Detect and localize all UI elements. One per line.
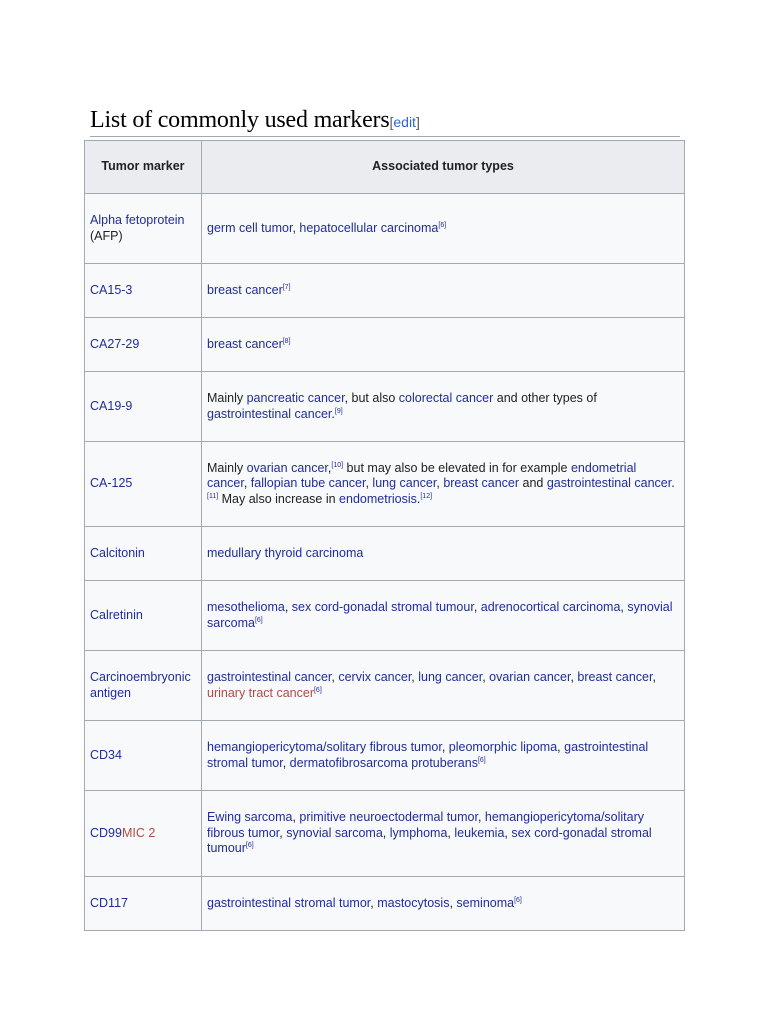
wiki-link[interactable]: CD117 [90,895,128,910]
wiki-link[interactable]: seminoma [456,895,515,910]
tumor-types-cell [202,651,685,721]
column-header-types: Associated tumor types [202,141,685,194]
wiki-link[interactable]: ovarian cancer [246,460,328,475]
wiki-link[interactable]: endometrial cancer [207,460,637,491]
cell-text: , [292,220,300,235]
cell-text: , [652,670,656,684]
citation-ref[interactable]: [6] [514,896,522,904]
wiki-link[interactable]: synovial sarcoma [207,600,673,630]
wiki-link[interactable]: lung cancer [372,476,437,491]
wiki-link[interactable]: CA-125 [90,476,133,491]
marker-cell [85,264,202,318]
wiki-link[interactable]: dermatofibrosarcoma protuberans [289,755,478,770]
cell-text: and other types of [493,391,597,405]
edit-link[interactable]: edit [393,114,416,130]
citation-ref[interactable]: [6] [438,221,447,229]
table-row [85,877,685,931]
cell-text: , [284,600,292,614]
wiki-link[interactable]: Alpha fetoprotein [90,213,185,227]
cell-text: , [449,895,457,910]
cell-text: Mainly [207,391,247,405]
citation-ref[interactable]: [8] [282,337,291,345]
cell-text: , [441,740,449,754]
table-row [85,651,685,721]
table-row [85,318,685,372]
cell-text: , [477,810,485,825]
cell-text: , [243,476,251,491]
table-row [85,721,685,791]
marker-cell [85,372,202,442]
cell-text: , [436,476,444,491]
column-header-marker: Tumor marker [85,141,202,194]
wiki-link[interactable]: gastrointestinal stromal tumor [207,740,649,770]
cell-text: , [292,810,300,825]
section-title: List of commonly used markers [90,107,390,133]
table-row [85,791,685,877]
cell-text: . [671,476,675,491]
wiki-link[interactable]: gastrointestinal cancer [207,670,332,684]
wiki-link[interactable]: hepatocellular carcinoma [299,220,439,235]
cell-text: , [482,670,490,684]
wiki-link[interactable]: mesothelioma [207,600,285,614]
wiki-link[interactable]: Ewing sarcoma [207,810,293,825]
wiki-link[interactable]: germ cell tumor [207,220,293,235]
cell-text: , [370,895,378,910]
tumor-types-cell [202,442,685,527]
wiki-link[interactable]: gastrointestinal stromal tumor [207,895,371,910]
wiki-link[interactable]: sex cord-gonadal stromal tumour [207,825,652,856]
wiki-link[interactable]: breast cancer [207,282,283,297]
cell-text: , but also [344,391,399,405]
wiki-link[interactable]: sex cord-gonadal stromal tumour [291,600,474,614]
marker-cell [85,581,202,651]
wiki-link[interactable]: leukemia [454,825,505,840]
cell-text: , [411,670,419,684]
wiki-link[interactable]: lung cancer [418,670,483,684]
table-row [85,264,685,318]
cell-text: and [519,476,547,491]
tumor-types-cell [202,264,685,318]
tumor-types-cell [202,877,685,931]
wiki-link[interactable]: CD99 [90,825,122,840]
citation-ref[interactable]: [6] [313,686,322,694]
cell-text: . [416,491,421,506]
wiki-link[interactable]: CD34 [90,747,122,762]
wiki-link[interactable]: CA27-29 [90,336,140,351]
cell-text: (AFP) [90,228,123,243]
cell-text: , [279,825,287,840]
cell-text: but may also be elevated in for example [343,460,571,475]
wiki-link[interactable]: Carcinoembryonic antigen [90,670,191,700]
marker-cell [85,791,202,877]
cell-text: , [473,600,481,614]
wiki-link[interactable]: breast cancer [207,336,283,351]
citation-ref[interactable]: [6] [254,616,263,624]
wiki-link[interactable]: gastrointestinal cancer [207,406,332,421]
marker-cell [85,194,202,264]
wiki-link[interactable]: gastrointestinal cancer [546,476,672,491]
wiki-link[interactable]: CA15-3 [90,282,133,297]
tumor-types-cell [202,318,685,372]
wiki-link[interactable]: synovial sarcoma [286,825,383,840]
wiki-link[interactable]: Calcitonin [90,545,145,560]
cell-text: , [447,825,455,840]
wiki-link[interactable]: primitive neuroectodermal tumor [299,810,478,825]
edit-section: [edit] [389,114,420,130]
wiki-link[interactable]: fallopian tube cancer [250,476,366,491]
wiki-link[interactable]: lymphoma [389,825,448,840]
tumor-types-cell [202,791,685,877]
marker-cell [85,527,202,581]
wiki-link[interactable]: endometriosis [339,491,417,506]
table-row [85,194,685,264]
marker-cell [85,877,202,931]
cell-text: , [504,825,512,840]
tumor-markers-table [84,140,685,931]
wiki-link[interactable]: mastocytosis [377,895,450,910]
cell-text: Mainly [207,460,247,475]
wiki-link[interactable]: breast cancer [577,670,653,684]
cell-text: . [331,406,335,421]
cell-text: , [331,670,339,684]
wiki-link[interactable]: adrenocortical carcinoma [480,600,621,614]
cell-text: , [382,825,390,840]
table-row [85,581,685,651]
table-header-row [85,141,685,194]
marker-cell [85,442,202,527]
table-row [85,372,685,442]
wiki-link[interactable]: pleomorphic lipoma [448,740,558,754]
wiki-link[interactable]: hemangiopericytoma/solitary fibrous tumor [207,810,645,840]
table-row [85,442,685,527]
wiki-link[interactable]: ovarian cancer [489,670,571,684]
tumor-types-cell [202,194,685,264]
tumor-types-cell [202,372,685,442]
wiki-link[interactable]: cervix cancer [338,670,412,684]
cell-text: , [327,460,332,475]
citation-ref[interactable]: [9] [334,407,343,415]
citation-ref[interactable]: [6] [477,756,486,764]
wiki-link[interactable]: CA19-9 [90,398,133,413]
wiki-link[interactable]: medullary thyroid carcinoma [207,545,364,560]
tumor-types-cell [202,581,685,651]
cell-text: , [570,670,578,684]
red-link[interactable]: MIC 2 [121,825,156,840]
table-body [85,194,685,931]
cell-text: , [282,755,290,770]
citation-ref[interactable]: [6] [245,842,254,850]
red-link[interactable]: urinary tract cancer [207,685,314,700]
cell-text: , [620,600,628,614]
citation-ref[interactable]: [12] [420,492,433,500]
citation-ref[interactable]: [7] [282,283,291,291]
tumor-types-cell [202,721,685,791]
cell-text: May also increase in [218,491,340,506]
wiki-link[interactable]: hemangiopericytoma/solitary fibrous tumor [207,740,442,754]
wiki-link[interactable]: Calretinin [90,607,143,622]
marker-cell [85,318,202,372]
citation-ref[interactable]: [10] [331,461,344,469]
citation-ref[interactable]: [11] [207,492,219,500]
table-row [85,527,685,581]
section-heading [90,106,680,137]
wiki-link[interactable]: pancreatic cancer [246,391,345,405]
marker-cell [85,721,202,791]
cell-text: , [557,740,565,754]
wiki-link[interactable]: colorectal cancer [398,391,494,405]
cell-text: , [365,476,373,491]
tumor-types-cell [202,527,685,581]
marker-cell [85,651,202,721]
wiki-link[interactable]: breast cancer [443,476,520,491]
